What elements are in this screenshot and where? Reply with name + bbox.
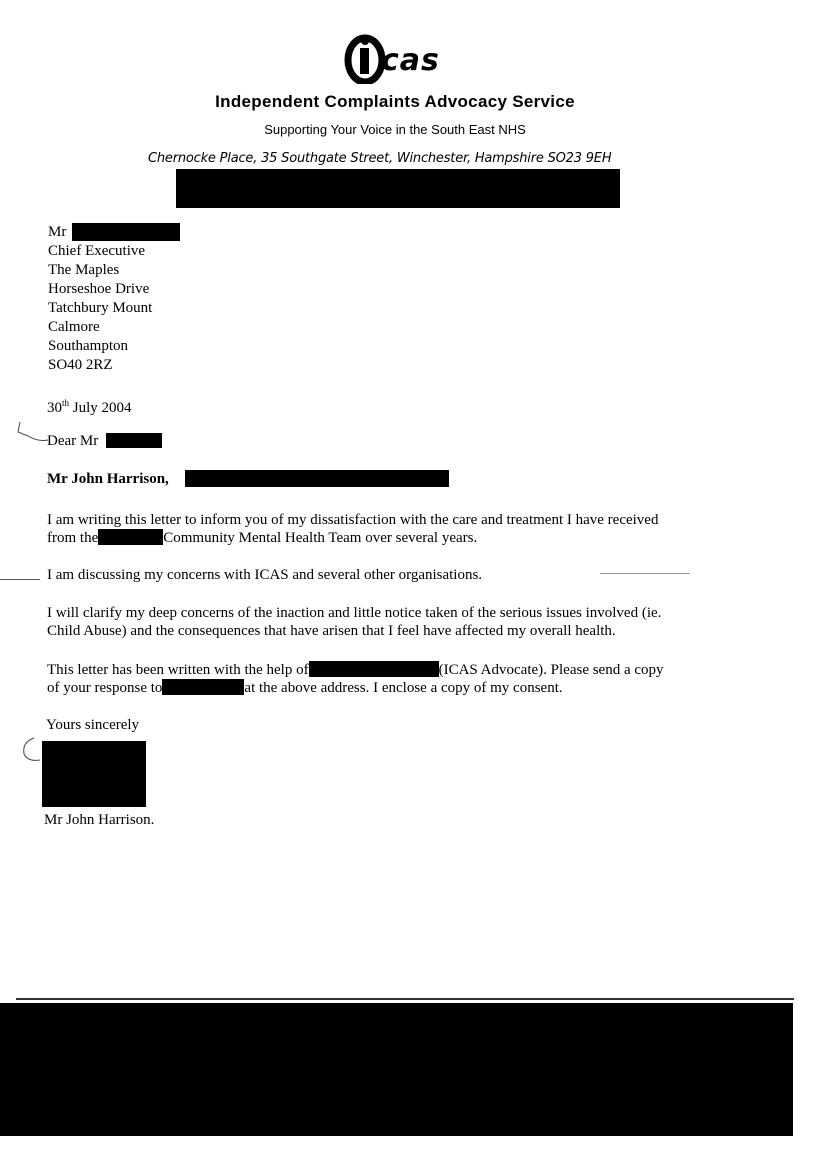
- recipient-line: SO40 2RZ: [48, 357, 113, 373]
- letterhead-address: Chernocke Place, 35 Southgate Street, Winchester, Hampshire SO23 9EH: [148, 151, 612, 166]
- svg-text:cas: cas: [381, 43, 440, 78]
- recipient-line: Southampton: [48, 338, 129, 354]
- recipient-line: Chief Executive: [48, 243, 146, 259]
- icas-logo: [343, 30, 473, 84]
- scan-mark-icon: [14, 418, 50, 444]
- org-name: Independent Complaints Advocacy Service: [215, 92, 575, 111]
- closing: Yours sincerely: [46, 717, 140, 733]
- redaction-team-location: [98, 529, 163, 545]
- footer-divider: [16, 998, 794, 1000]
- letter-date: 30th July 2004: [47, 398, 132, 416]
- recipient-line: Calmore: [48, 319, 100, 335]
- redaction-subject-details: [185, 470, 449, 487]
- paragraph-2: I am discussing my concerns with ICAS and several other organisations.: [47, 567, 483, 583]
- redaction-recipient-name: [72, 223, 180, 241]
- redaction-contact-details: [176, 169, 620, 208]
- subject-line: Mr John Harrison,: [47, 471, 169, 487]
- redaction-signature: [42, 741, 146, 807]
- signatory-name: Mr John Harrison.: [44, 812, 155, 828]
- greeting: Dear Mr: [47, 433, 99, 449]
- recipient-name-line: [48, 223, 66, 241]
- paragraph-1: I am writing this letter to inform you of my dissatisfaction with the care and treatment I have received from the Community Mental Health Team over several years.: [47, 512, 659, 546]
- redaction-advocate-name: [309, 661, 439, 677]
- redaction-footer: [0, 1003, 793, 1136]
- recipient-title: Mr: [48, 224, 67, 240]
- scan-mark-icon: [16, 736, 46, 766]
- tagline: Supporting Your Voice in the South East NHS: [264, 122, 526, 137]
- recipient-line: The Maples: [48, 262, 120, 278]
- paragraph-4: This letter has been written with the help of (ICAS Advocate). Please send a copy of your response to at the above address. I enclose a copy of my consent.: [47, 662, 664, 696]
- recipient-line: Horseshoe Drive: [48, 281, 150, 297]
- redaction-contact-name: [162, 679, 244, 695]
- redaction-greeting-name: [106, 433, 162, 448]
- recipient-line: Tatchbury Mount: [48, 300, 153, 316]
- paragraph-3: I will clarify my deep concerns of the inaction and little notice taken of the serious issues involved (ie. Child Abuse) and the consequences that have arisen that I feel have affected my overall health.: [47, 605, 662, 639]
